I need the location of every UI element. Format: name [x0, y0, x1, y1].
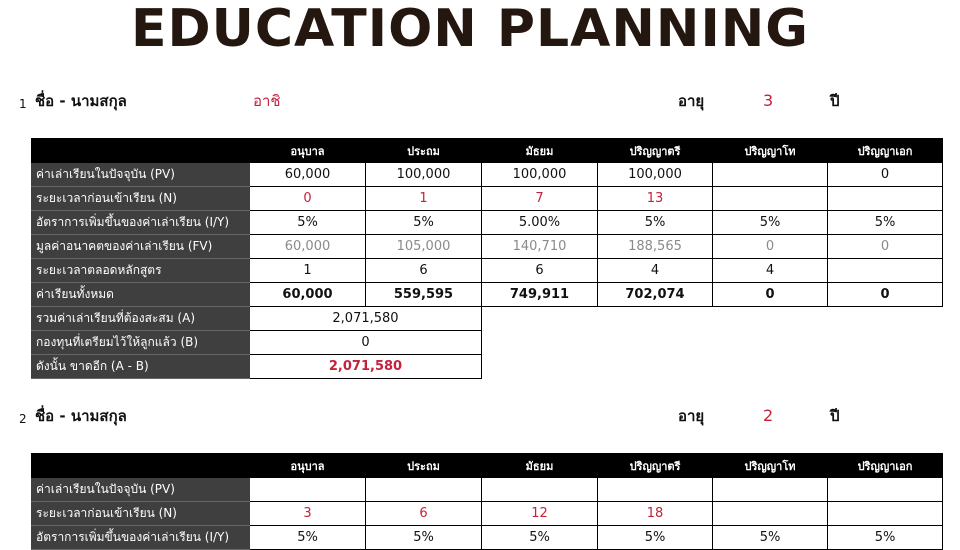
table-cell[interactable]: 3: [250, 502, 366, 526]
year-label: ปี: [830, 92, 840, 110]
table-cell[interactable]: 5%: [713, 526, 828, 550]
table-cell: 60,000: [250, 283, 366, 307]
table-cell[interactable]: 0: [828, 163, 943, 187]
table-cell[interactable]: 5%: [828, 526, 943, 550]
table-row-n: [32, 187, 943, 211]
corner-cell: [32, 139, 250, 163]
table-cell: 559,595: [366, 283, 482, 307]
child-age[interactable]: 2: [763, 406, 774, 425]
table-cell: 0: [713, 283, 828, 307]
row-label: ค่าเล่าเรียนในปัจจุบัน (PV): [32, 163, 250, 187]
table-cell[interactable]: 6: [366, 502, 482, 526]
row-label: อัตราการเพิ่มขึ้นของค่าเล่าเรียน (I/Y): [32, 526, 250, 550]
col-header: ประถม: [366, 139, 482, 163]
table-row-total: [32, 283, 943, 307]
table-cell: 60,000: [250, 235, 366, 259]
child-index: 2: [19, 412, 27, 426]
table-cell[interactable]: 5%: [482, 526, 598, 550]
summary-value: 2,071,580: [250, 355, 482, 379]
age-label: อายุ: [678, 92, 705, 110]
summary-value: 2,071,580: [250, 307, 482, 331]
table-cell[interactable]: [828, 187, 943, 211]
table-cell[interactable]: [482, 478, 598, 502]
table-cell[interactable]: [828, 502, 943, 526]
corner-cell: [32, 454, 250, 478]
col-header: ปริญญาโท: [713, 139, 828, 163]
table-cell: 188,565: [598, 235, 713, 259]
child-2-table: [31, 453, 943, 550]
table-cell[interactable]: 18: [598, 502, 713, 526]
summary-value[interactable]: 0: [250, 331, 482, 355]
age-label: อายุ: [678, 407, 705, 425]
col-header: ปริญญาโท: [713, 454, 828, 478]
col-header: มัธยม: [482, 139, 598, 163]
child-1-table: [31, 138, 943, 379]
table-row-iy: [32, 211, 943, 235]
col-header: ปริญญาตรี: [598, 454, 713, 478]
table-cell[interactable]: 1: [250, 259, 366, 283]
table-cell: 0: [828, 283, 943, 307]
table-row-duration: [32, 259, 943, 283]
table-row-pv: [32, 163, 943, 187]
table-cell[interactable]: [713, 478, 828, 502]
col-header: ปริญญาเอก: [828, 454, 943, 478]
table-cell[interactable]: 7: [482, 187, 598, 211]
table-cell[interactable]: 5%: [250, 526, 366, 550]
table-cell: 140,710: [482, 235, 598, 259]
row-label: ค่าเรียนทั้งหมด: [32, 283, 250, 307]
table-row-pv: [32, 478, 943, 502]
table-cell: 749,911: [482, 283, 598, 307]
row-label: ระยะเวลาก่อนเข้าเรียน (N): [32, 187, 250, 211]
table-cell[interactable]: [250, 478, 366, 502]
table-header-row: [32, 454, 943, 478]
table-cell[interactable]: [713, 187, 828, 211]
table-cell[interactable]: 1: [366, 187, 482, 211]
empty-space: [482, 331, 943, 355]
row-label: ระยะเวลาก่อนเข้าเรียน (N): [32, 502, 250, 526]
table-cell[interactable]: 5%: [713, 211, 828, 235]
table-cell: 702,074: [598, 283, 713, 307]
table-cell[interactable]: 5%: [598, 211, 713, 235]
table-row-n: [32, 502, 943, 526]
table-cell[interactable]: [828, 478, 943, 502]
row-label: มูลค่าอนาคตของค่าเล่าเรียน (FV): [32, 235, 250, 259]
row-label: ค่าเล่าเรียนในปัจจุบัน (PV): [32, 478, 250, 502]
table-row-iy: [32, 526, 943, 550]
table-header-row: [32, 139, 943, 163]
empty-space: [482, 355, 943, 379]
table-cell[interactable]: 5%: [366, 526, 482, 550]
year-label: ปี: [830, 407, 840, 425]
page-title: EDUCATION PLANNING: [130, 0, 809, 59]
child-name[interactable]: อาชิ: [253, 92, 281, 110]
table-cell[interactable]: 100,000: [598, 163, 713, 187]
child-2-header: [0, 404, 960, 428]
table-cell: 0: [828, 235, 943, 259]
summary-label: กองทุนที่เตรียมไว้ให้ลูกแล้ว (B): [32, 331, 250, 355]
name-label: ชื่อ - นามสกุล: [35, 407, 127, 425]
child-1-header: [0, 89, 960, 113]
col-header: อนุบาล: [250, 454, 366, 478]
col-header: อนุบาล: [250, 139, 366, 163]
table-cell: 0: [713, 235, 828, 259]
table-row-fv: [32, 235, 943, 259]
table-cell[interactable]: 6: [482, 259, 598, 283]
table-cell[interactable]: 4: [713, 259, 828, 283]
table-cell[interactable]: [828, 259, 943, 283]
empty-space: [482, 307, 943, 331]
table-cell[interactable]: [598, 478, 713, 502]
child-age[interactable]: 3: [763, 91, 774, 110]
col-header: ประถม: [366, 454, 482, 478]
table-cell[interactable]: [713, 502, 828, 526]
table-cell[interactable]: 5%: [366, 211, 482, 235]
col-header: มัธยม: [482, 454, 598, 478]
summary-row-a: [32, 307, 943, 331]
summary-label: รวมค่าเล่าเรียนที่ต้องสะสม (A): [32, 307, 250, 331]
table-cell[interactable]: [366, 478, 482, 502]
table-cell[interactable]: 60,000: [250, 163, 366, 187]
row-label: อัตราการเพิ่มขึ้นของค่าเล่าเรียน (I/Y): [32, 211, 250, 235]
summary-row-b: [32, 331, 943, 355]
child-index: 1: [19, 97, 27, 111]
table-cell[interactable]: 5%: [598, 526, 713, 550]
table-cell[interactable]: 4: [598, 259, 713, 283]
table-cell[interactable]: 5%: [250, 211, 366, 235]
table-cell[interactable]: 0: [250, 187, 366, 211]
table-cell[interactable]: 6: [366, 259, 482, 283]
table-cell[interactable]: [713, 163, 828, 187]
col-header: ปริญญาเอก: [828, 139, 943, 163]
table-cell[interactable]: 12: [482, 502, 598, 526]
row-label: ระยะเวลาตลอดหลักสูตร: [32, 259, 250, 283]
summary-label: ดังนั้น ขาดอีก (A - B): [32, 355, 250, 379]
table-cell[interactable]: 5%: [828, 211, 943, 235]
table-cell[interactable]: 5.00%: [482, 211, 598, 235]
table-cell: 105,000: [366, 235, 482, 259]
col-header: ปริญญาตรี: [598, 139, 713, 163]
table-cell[interactable]: 100,000: [366, 163, 482, 187]
table-cell[interactable]: 100,000: [482, 163, 598, 187]
name-label: ชื่อ - นามสกุล: [35, 92, 127, 110]
table-cell[interactable]: 13: [598, 187, 713, 211]
summary-row-diff: [32, 355, 943, 379]
